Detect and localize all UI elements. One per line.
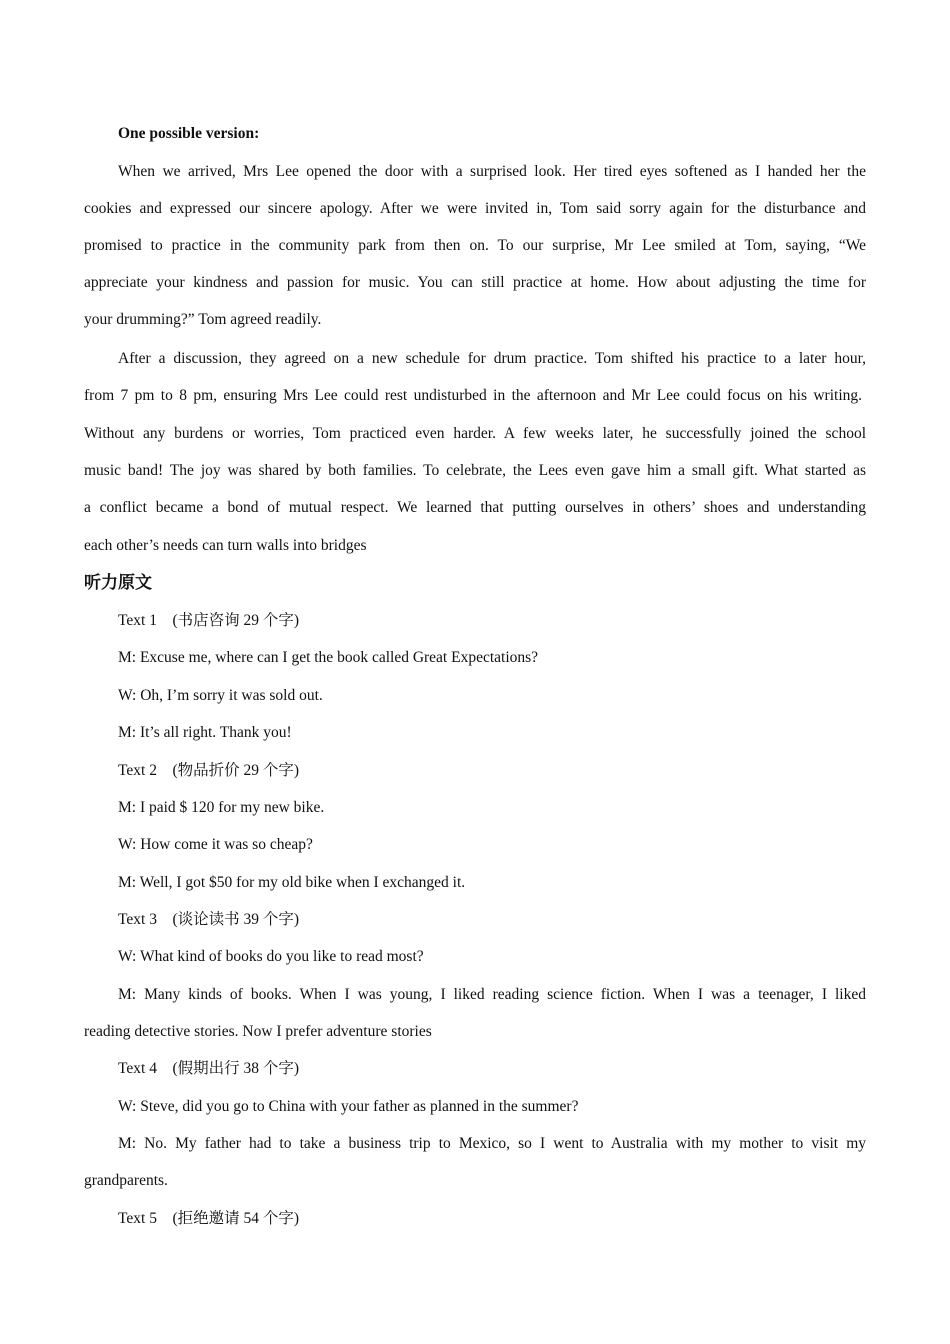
dialogue-line: W: Oh, I’m sorry it was sold out. (118, 687, 323, 704)
text-3-title: Text 3 (谈论读书 39 个字) (118, 911, 300, 928)
dialogue-line: M: Well, I got $50 for my old bike when I exchanged it. (118, 874, 466, 891)
essay-line: After a discussion, they agreed on a new schedule for drum practice. Tom shifted his practice to a later hour, (118, 350, 866, 367)
dialogue-line: M: Excuse me, where can I get the book called Great Expectations? (118, 649, 539, 666)
dialogue-line: grandparents. (84, 1172, 168, 1189)
listening-heading: 听力原文 (84, 573, 152, 593)
dialogue-line: W: What kind of books do you like to read most? (118, 948, 424, 965)
text-2-title: Text 2 (物品折价 29 个字) (118, 762, 300, 779)
essay-line: When we arrived, Mrs Lee opened the door with a surprised look. Her tired eyes softened as I handed her the (118, 163, 866, 180)
dialogue-line: M: Many kinds of books. When I was young, I liked reading science fiction. When I was a teenager, I liked (118, 986, 866, 1003)
dialogue-line: W: How come it was so cheap? (118, 836, 313, 853)
dialogue-line: M: I paid $ 120 for my new bike. (118, 799, 325, 816)
essay-line: each other’s needs can turn walls into bridges (84, 537, 367, 554)
essay-line: music band! The joy was shared by both families. To celebrate, the Lees even gave him a small gift. What started as (84, 462, 866, 479)
essay-line: appreciate your kindness and passion for music. You can still practice at home. How about adjusting the time for (84, 274, 866, 291)
text-4-title: Text 4 (假期出行 38 个字) (118, 1060, 300, 1077)
text-5-title: Text 5 (拒绝邀请 54 个字) (118, 1210, 300, 1227)
dialogue-line: W: Steve, did you go to China with your father as planned in the summer? (118, 1098, 579, 1115)
dialogue-line: reading detective stories. Now I prefer adventure stories (84, 1023, 432, 1040)
essay-line: Without any burdens or worries, Tom practiced even harder. A few weeks later, he successfully joined the school (84, 425, 866, 442)
dialogue-line: M: It’s all right. Thank you! (118, 724, 292, 741)
dialogue-line: M: No. My father had to take a business trip to Mexico, so I went to Australia with my mother to visit my (118, 1135, 866, 1152)
text-1-title: Text 1 (书店咨询 29 个字) (118, 612, 300, 629)
essay-line: cookies and expressed our sincere apology. After we were invited in, Tom said sorry again for the disturbance and (84, 200, 866, 217)
essay-line: from 7 pm to 8 pm, ensuring Mrs Lee could rest undisturbed in the afternoon and Mr Lee could focus on his writing. (84, 387, 862, 404)
essay-line: promised to practice in the community park from then on. To our surprise, Mr Lee smiled at Tom, saying, “We (84, 237, 866, 254)
essay-line: your drumming?” Tom agreed readily. (84, 311, 322, 328)
essay-line: a conflict became a bond of mutual respect. We learned that putting ourselves in others’ shoes and understanding (84, 499, 866, 516)
essay-label: One possible version: (118, 125, 260, 142)
